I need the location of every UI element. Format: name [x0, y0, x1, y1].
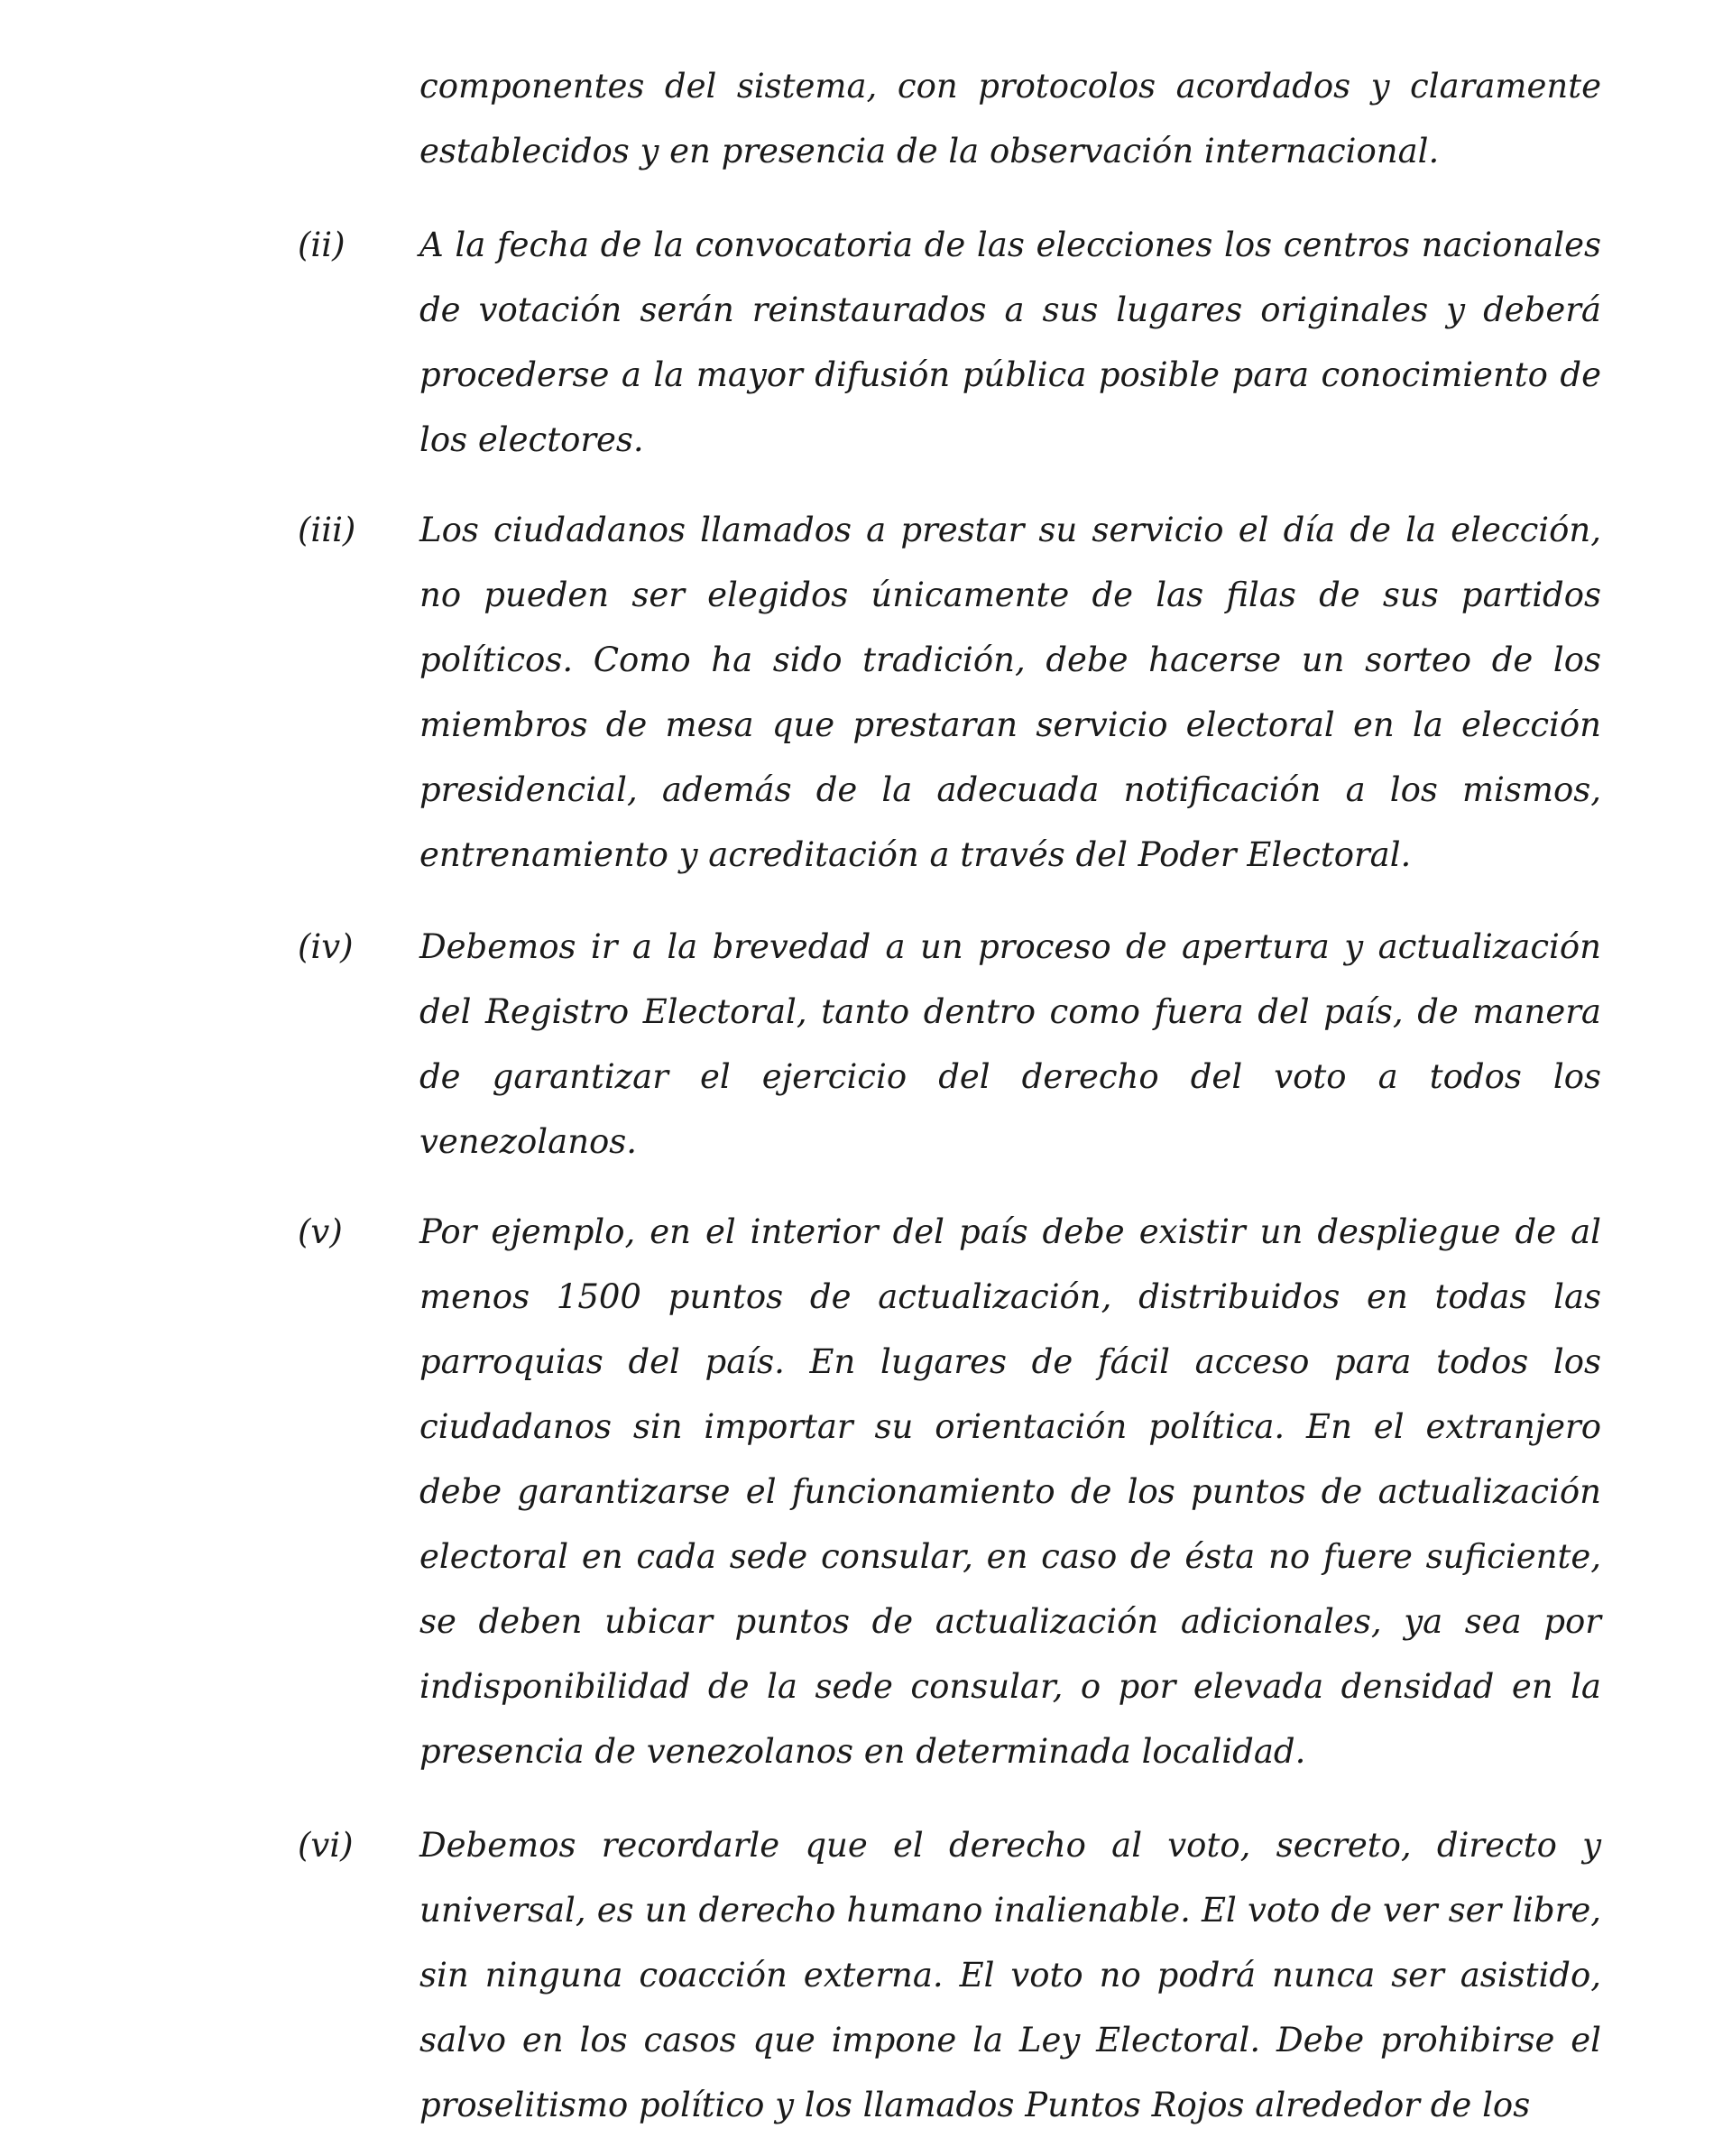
list-item-vi: [298, 1813, 1601, 2138]
list-item-iii: [298, 498, 1601, 888]
item-number: (v): [298, 1212, 343, 1251]
item-number: (vi): [298, 1826, 354, 1865]
item-number: (iii): [298, 511, 356, 549]
paragraph-text: componentes del sistema, con protocolos acordados y claramente establecidos y en presencia de la observación internacional.: [419, 67, 1601, 170]
item-text: Los ciudadanos llamados a prestar su servicio el día de la elección, no pueden ser elegidos únicamente de las filas de sus partidos políticos. Como ha sido tradición, debe hacerse un sorteo de los miembros de mesa que prestaran servicio electoral en la elección presidencial, además de la adecuada notificación a los mismos, entrenamiento y acreditación a través del Poder Electoral.: [419, 511, 1601, 874]
item-number: (iv): [298, 927, 354, 966]
item-text: A la fecha de la convocatoria de las elecciones los centros nacionales de votación serán reinstaurados a sus lugares originales y deberá procederse a la mayor difusión pública posible para conocimiento de los electores.: [419, 226, 1601, 459]
continuation-paragraph: [419, 54, 1601, 184]
item-number: (ii): [298, 226, 345, 264]
item-text: Debemos ir a la brevedad a un proceso de apertura y actualización del Registro Electoral, tanto dentro como fuera del país, de manera de garantizar el ejercicio del derecho del voto a todos los venezolanos.: [419, 927, 1601, 1161]
item-text: Debemos recordarle que el derecho al voto, secreto, directo y universal, es un derecho humano inalienable. El voto de ver ser libre, sin ninguna coacción externa. El voto no podrá nunca ser asistido, salvo en los casos que impone la Ley Electoral. Debe prohibirse el proselitismo político y los llamados Puntos Rojos alrededor de los: [419, 1826, 1601, 2124]
item-text: Por ejemplo, en el interior del país debe existir un despliegue de al menos 1500 puntos de actualización, distribuidos en todas las parroquias del país. En lugares de fácil acceso para todos los ciudadanos sin importar su orientación política. En el extranjero debe garantizarse el funcionamiento de los puntos de actualización electoral en cada sede consular, en caso de ésta no fuere suficiente, se deben ubicar puntos de actualización adicionales, ya sea por indisponibilidad de la sede consular, o por elevada densidad en la presencia de venezolanos en determinada localidad.: [419, 1212, 1601, 1771]
list-item-v: [298, 1200, 1601, 1784]
list-item-iv: [298, 915, 1601, 1175]
list-item-ii: [298, 213, 1601, 473]
